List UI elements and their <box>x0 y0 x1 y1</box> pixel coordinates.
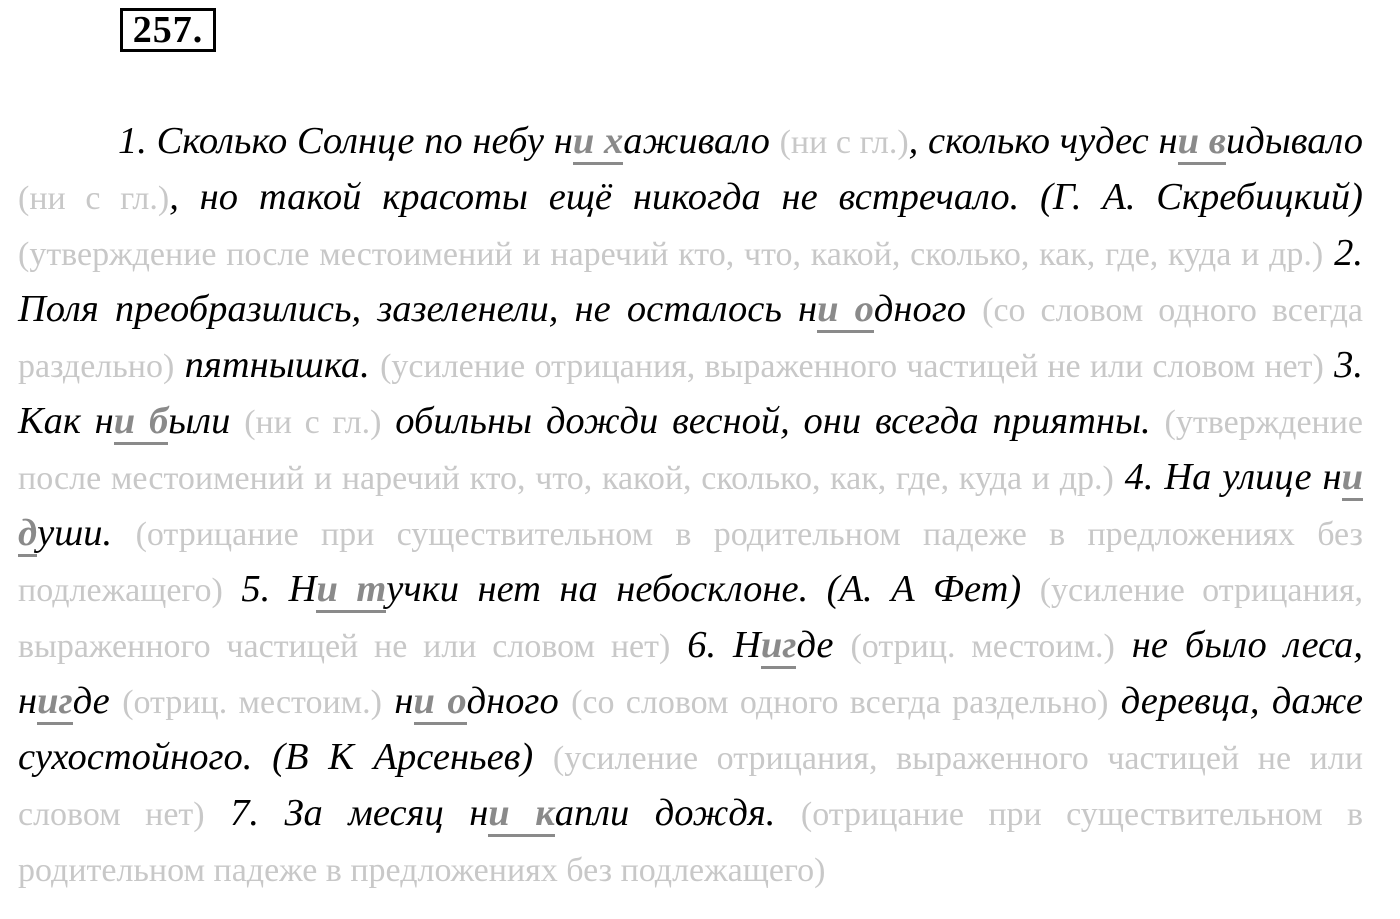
rule-note-odnogo: (со словом одного всегда раздельно) <box>18 292 1364 385</box>
rule-note-intensify: (усиление отрицания, выраженного частицей не или словом нет) <box>18 572 1364 665</box>
sentence-6-highlight-3: и о <box>414 680 467 725</box>
sentence-4-highlight: и д <box>18 456 1363 557</box>
sentence-3-part-a: 3. Как н <box>18 344 1364 442</box>
sentence-5-part-b: учки нет на небосклоне. (А. А Фет) <box>386 568 1022 610</box>
rule-note-negation-noun: (отрицание при существительном в родительном падеже в предложениях без подлежащего) <box>18 796 1364 889</box>
rule-note-ni-verb: (ни с гл.) <box>18 180 170 217</box>
sentence-4-part-a: 4. На улице н <box>1124 456 1342 498</box>
sentence-3-part-c: обильны дожди весной, они всегда приятны. <box>395 400 1151 442</box>
sentence-6-part-a: 6. Н <box>687 624 761 666</box>
exercise-number: 257 <box>132 9 193 51</box>
rule-note-negation-noun: (отрицание при существительном в родительном падеже в предложениях без подлежащего) <box>18 516 1363 609</box>
sentence-1-part-d: идывало <box>1225 120 1363 162</box>
sentence-6-highlight-1: иг <box>761 624 797 669</box>
sentence-6-part-f: дного <box>466 680 559 722</box>
sentence-1-part-e: , но такой красоты ещё никогда не встречало. (Г. А. Скребицкий) <box>169 176 1363 218</box>
rule-note-intensify: (усиление отрицания, выраженного частицей не или словом нет) <box>18 740 1363 833</box>
sentence-6-part-b: де <box>796 624 834 666</box>
sentence-1-part-c: , сколько чудес н <box>908 120 1178 162</box>
sentence-1-highlight-2: и в <box>1178 120 1226 165</box>
rule-note-ni-verb: (ни с гл.) <box>779 124 909 161</box>
sentence-6-part-e: н <box>394 680 414 722</box>
exercise-number-dot: . <box>192 9 204 51</box>
sentence-1-part-a: 1. Сколько Солнце по небу н <box>118 120 573 162</box>
sentence-6-highlight-2: иг <box>37 680 73 725</box>
rule-note-neg-pronoun: (отриц. местоим.) <box>122 684 382 721</box>
exercise-number-box <box>120 8 216 52</box>
sentence-5-highlight: и т <box>316 568 386 613</box>
sentence-3-highlight: и б <box>114 400 168 445</box>
rule-note-odnogo: (со словом одного всегда раздельно) <box>571 684 1109 721</box>
sentence-5-part-a: 5. Н <box>241 568 317 610</box>
sentence-7-part-a: 7. За месяц н <box>230 792 489 834</box>
sentence-2-highlight: и о <box>817 288 874 333</box>
sentence-2-part-b: дного <box>873 288 966 330</box>
sentence-7-highlight: и к <box>488 792 554 837</box>
sentence-1-part-b: аживало <box>623 120 770 162</box>
sentence-3-part-b: ыли <box>168 400 231 442</box>
exercise-answer-text <box>18 114 1363 898</box>
sentence-6-part-g: деревца, даже сухостойного. (В К Арсеньев) <box>18 680 1363 778</box>
sentence-4-part-b: уши. <box>37 512 113 554</box>
sentence-6-part-c: не было леса, н <box>18 624 1363 722</box>
sentence-2-part-a: 2. Поля преобразились, зазеленели, не осталось н <box>18 232 1363 330</box>
rule-note-intensify: (усиление отрицания, выраженного частицей не или словом нет) <box>380 348 1324 385</box>
sentence-2-part-c: пятнышка. <box>184 344 370 386</box>
rule-note-ni-verb: (ни с гл.) <box>244 404 382 441</box>
sentence-6-part-d: де <box>72 680 110 722</box>
sentence-1-highlight-1: и х <box>573 120 623 165</box>
rule-note-affirmation: (утверждение после местоимений и наречий кто, что, какой, сколько, как, где, куда и др.) <box>18 404 1364 497</box>
sentence-7-part-b: апли дождя. <box>554 792 776 834</box>
rule-note-affirmation: (утверждение после местоимений и наречий кто, что, какой, сколько, как, где, куда и др.) <box>18 236 1324 273</box>
rule-note-neg-pronoun: (отриц. местоим.) <box>850 628 1115 665</box>
